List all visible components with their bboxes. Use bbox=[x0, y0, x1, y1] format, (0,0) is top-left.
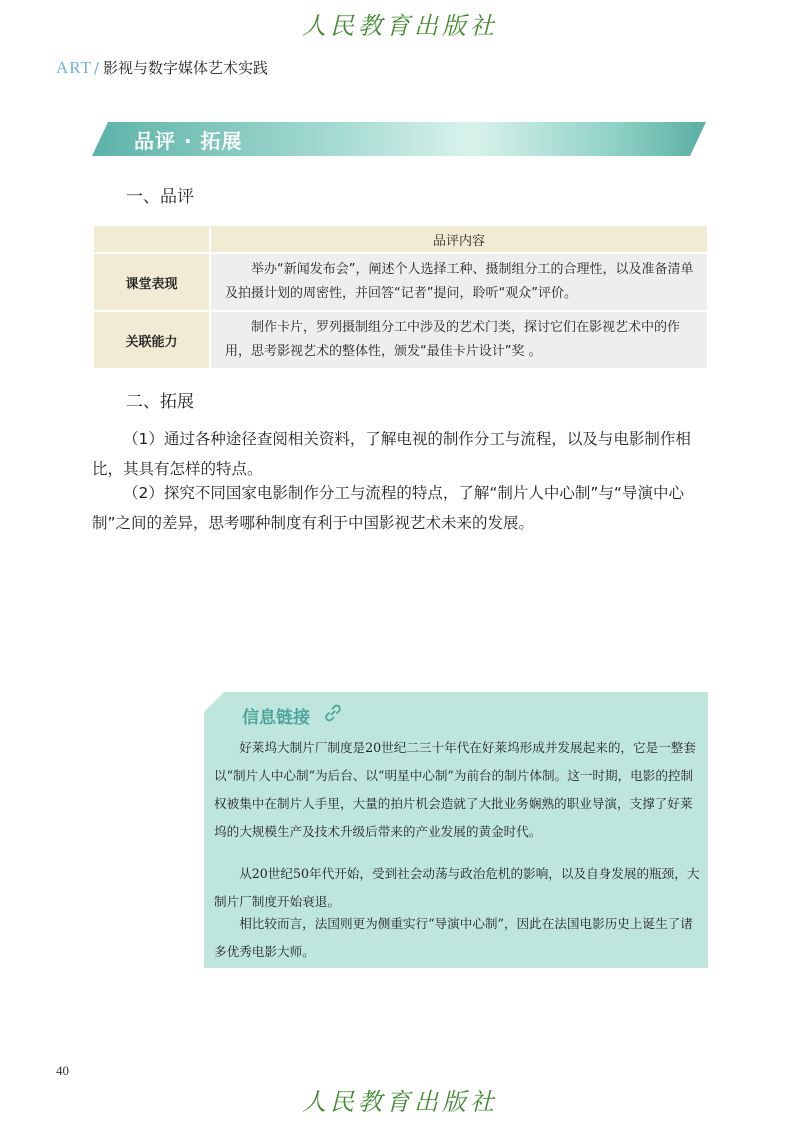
row-label-ability: 关联能力 bbox=[94, 310, 211, 368]
header-subject: 影视与数字媒体艺术实践 bbox=[103, 59, 269, 77]
table-row bbox=[94, 310, 707, 368]
row-content-classroom: 举办“新闻发布会”，阐述个人选择工种、摄制组分工的合理性，以及准备清单及拍摄计划的周密性，并回答“记者”提问，聆听“观众”评价。 bbox=[211, 252, 707, 310]
section-banner-title: 品评 · 拓展 bbox=[134, 129, 243, 153]
table-row bbox=[94, 252, 707, 310]
table-header-content: 品评内容 bbox=[211, 226, 707, 252]
table-header-empty bbox=[94, 226, 211, 252]
info-paragraph-2: 从20世纪50年代开始，受到社会动荡与政治危机的影响，以及自身发展的瓶颈，大制片厂制度开始衰退。 bbox=[214, 866, 700, 909]
info-paragraph-1: 好莱坞大制片厂制度是20世纪二三十年代在好莱坞形成并发展起来的，它是一整套以“制片人中心制”为后台、以“明星中心制”为前台的制片体制。这一时期，电影的控制权被集中在制片人手里，大量的拍片机会造就了大批业务娴熟的职业导演，支撑了好莱坞的大规模生产及技术升级后带来的产业发展的黄金时代。 bbox=[214, 740, 696, 839]
info-paragraph-3: 相比较而言，法国则更为侧重实行“导演中心制”，因此在法国电影历史上诞生了诸多优秀电影大师。 bbox=[214, 916, 693, 959]
row-label-classroom: 课堂表现 bbox=[94, 252, 211, 310]
evaluation-heading: 一、品评 bbox=[126, 187, 194, 207]
extension-heading: 二、拓展 bbox=[126, 392, 194, 412]
info-link-title: 信息链接 bbox=[242, 708, 310, 728]
publisher-logo-top: 人民教育出版社 bbox=[302, 12, 498, 40]
publisher-logo-bottom: 人民教育出版社 bbox=[302, 1088, 498, 1116]
page-number: 40 bbox=[56, 1063, 69, 1078]
header-art-label: ART bbox=[56, 58, 92, 77]
header-slash: / bbox=[93, 59, 100, 77]
page-header bbox=[56, 57, 268, 78]
evaluation-table bbox=[94, 226, 707, 368]
link-icon bbox=[323, 703, 343, 727]
extension-item-1: （1）通过各种途径查阅相关资料，了解电视的制作分工与流程，以及与电影制作相比，其具有怎样的特点。 bbox=[92, 430, 691, 478]
row-content-ability: 制作卡片，罗列摄制组分工中涉及的艺术门类，探讨它们在影视艺术中的作用，思考影视艺术的整体性，颁发“最佳卡片设计”奖 。 bbox=[211, 310, 707, 368]
table-header-row bbox=[94, 226, 707, 252]
extension-item-2: （2）探究不同国家电影制作分工与流程的特点，了解“制片人中心制”与“导演中心制”之间的差异，思考哪种制度有利于中国影视艺术未来的发展。 bbox=[92, 484, 684, 532]
